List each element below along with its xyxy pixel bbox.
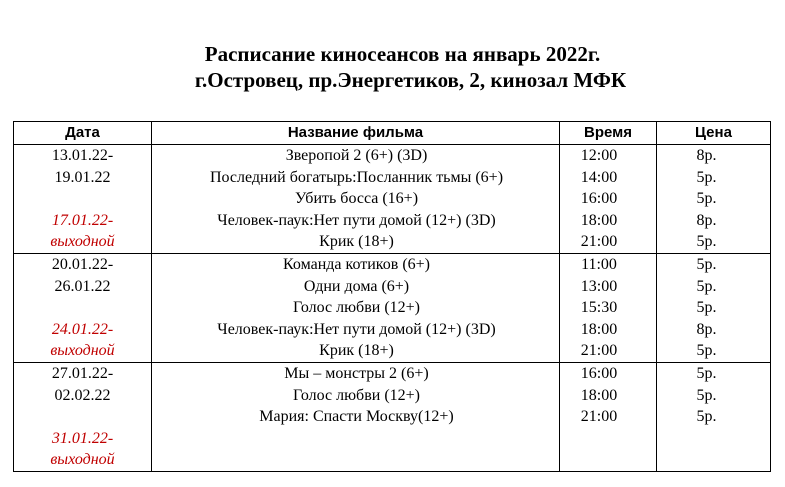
header-time: Время [560, 122, 657, 145]
holiday-label: выходной [50, 451, 115, 469]
date-end: 02.02.22 [54, 386, 111, 404]
film-title: Человек-паук:Нет пути домой (12+) (3D) [217, 320, 496, 338]
time-cell [560, 253, 657, 362]
show-time: 21:00 [580, 408, 618, 426]
film-title: Одни дома (6+) [303, 277, 410, 295]
show-time: 16:00 [580, 190, 618, 208]
film-title: Человек-паук:Нет пути домой (12+) (3D) [217, 211, 496, 229]
holiday-date: 17.01.22- [51, 211, 114, 229]
show-time: 12:00 [580, 147, 618, 164]
show-time: 16:00 [580, 364, 618, 382]
page-title: Расписание киносеансов на январь 2022г. [204, 42, 601, 66]
header-row [14, 122, 771, 145]
date-start: 20.01.22- [51, 255, 114, 273]
film-title: Зверопой 2 (6+) (3D) [285, 147, 428, 164]
date-start: 13.01.22- [51, 147, 114, 164]
film-title: Команда котиков (6+) [283, 255, 430, 273]
film-title: Мария: Спасти Москву(12+) [259, 408, 454, 426]
film-title: Последний богатырь:Посланник тьмы (6+) [209, 168, 504, 186]
film-cell [152, 253, 560, 362]
holiday-date: 31.01.22- [51, 429, 114, 447]
show-time: 21:00 [580, 342, 618, 360]
date-end: 19.01.22 [54, 168, 111, 186]
show-time: 18:00 [580, 320, 618, 338]
date-cell [14, 145, 152, 254]
ticket-price: 5р. [696, 342, 717, 360]
ticket-price: 8р. [696, 320, 717, 338]
ticket-price: 8р. [696, 211, 717, 229]
week-block-2 [14, 253, 771, 362]
film-title: Мы – монстры 2 (6+) [284, 364, 429, 382]
date-cell [14, 253, 152, 362]
show-time: 18:00 [580, 211, 618, 229]
schedule-table [13, 121, 771, 472]
show-time: 18:00 [580, 386, 618, 404]
price-cell [657, 253, 771, 362]
holiday-date: 24.01.22- [51, 320, 114, 338]
week-block-3 [14, 362, 771, 471]
film-title: Крик (18+) [319, 233, 394, 251]
ticket-price: 5р. [696, 233, 717, 251]
holiday-label: выходной [50, 342, 115, 360]
ticket-price: 5р. [696, 299, 717, 317]
week-block-1 [14, 145, 771, 254]
film-title: Голос любви (12+) [293, 299, 420, 317]
ticket-price: 5р. [696, 408, 717, 426]
show-time: 13:00 [580, 277, 618, 295]
ticket-price: 5р. [696, 255, 717, 273]
header-date: Дата [14, 122, 152, 145]
ticket-price: 5р. [696, 386, 717, 404]
show-time: 21:00 [580, 233, 618, 251]
price-cell [657, 362, 771, 471]
film-title: Убить босса (16+) [294, 190, 419, 208]
header-price: Цена [657, 122, 771, 145]
page-subtitle: г.Островец, пр.Энергетиков, 2, кинозал МФК [194, 68, 627, 92]
header-film: Название фильма [152, 122, 560, 145]
ticket-price: 5р. [696, 190, 717, 208]
date-start: 27.01.22- [51, 364, 114, 382]
film-cell [152, 362, 560, 471]
price-cell [657, 145, 771, 254]
date-end: 26.01.22 [54, 277, 111, 295]
show-time: 11:00 [581, 255, 617, 273]
time-cell [560, 145, 657, 254]
film-cell [152, 145, 560, 254]
ticket-price: 5р. [696, 168, 717, 186]
time-cell [560, 362, 657, 471]
ticket-price: 5р. [696, 364, 717, 382]
film-title: Крик (18+) [319, 342, 394, 360]
show-time: 14:00 [580, 168, 618, 186]
film-title: Голос любви (12+) [293, 386, 420, 404]
holiday-label: выходной [50, 233, 115, 251]
ticket-price: 5р. [696, 277, 717, 295]
ticket-price: 8р. [696, 147, 717, 164]
date-cell [14, 362, 152, 471]
show-time: 15:30 [580, 299, 618, 317]
